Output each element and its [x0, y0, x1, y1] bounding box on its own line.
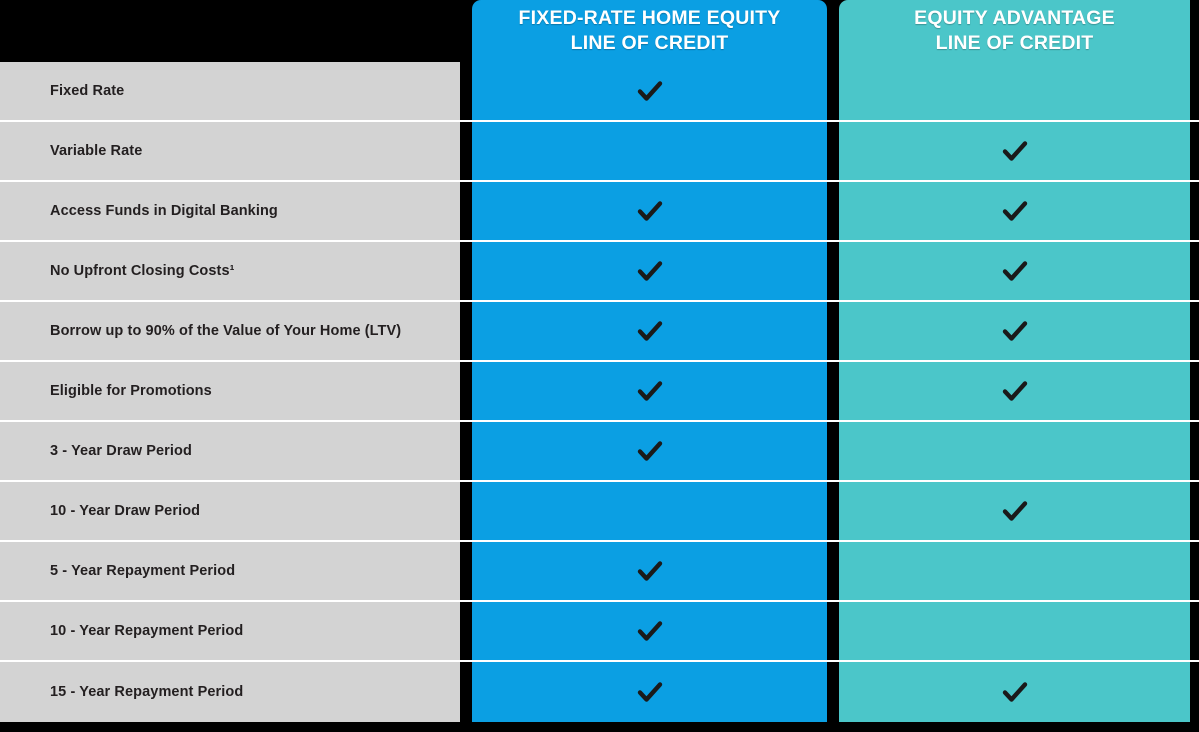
- table-row: [0, 662, 1199, 722]
- column-divider: [460, 122, 472, 180]
- column-divider: [827, 362, 839, 420]
- check-icon: [1002, 378, 1028, 404]
- feature-label: 3 - Year Draw Period: [0, 422, 460, 480]
- column-divider: [460, 422, 472, 480]
- empty-cell-marker: [1002, 78, 1028, 104]
- feature-label: Variable Rate: [0, 122, 460, 180]
- column-divider: [827, 62, 839, 120]
- column-divider: [827, 602, 839, 660]
- table-row: [0, 362, 1199, 422]
- feature-label: Borrow up to 90% of the Value of Your Home (LTV): [0, 302, 460, 360]
- table-row: [0, 302, 1199, 362]
- check-icon: [637, 378, 663, 404]
- feature-label: 10 - Year Draw Period: [0, 482, 460, 540]
- check-icon: [637, 438, 663, 464]
- column-divider: [827, 302, 839, 360]
- empty-cell-marker: [1002, 558, 1028, 584]
- check-icon: [637, 679, 663, 705]
- cell-equity-advantage: [839, 182, 1190, 240]
- cell-fixed-rate: [472, 362, 827, 420]
- check-icon: [637, 198, 663, 224]
- column-header-fixed-rate-line2: LINE OF CREDIT: [570, 32, 729, 54]
- cell-fixed-rate: [472, 482, 827, 540]
- cell-equity-advantage: [839, 242, 1190, 300]
- table-body: [0, 62, 1199, 722]
- feature-label: 15 - Year Repayment Period: [0, 662, 460, 722]
- check-icon: [1002, 138, 1028, 164]
- check-icon: [1002, 198, 1028, 224]
- feature-label: 10 - Year Repayment Period: [0, 602, 460, 660]
- column-divider: [827, 242, 839, 300]
- cell-equity-advantage: [839, 482, 1190, 540]
- check-icon: [1002, 318, 1028, 344]
- feature-label: Fixed Rate: [0, 62, 460, 120]
- table-row: [0, 422, 1199, 482]
- check-icon: [1002, 258, 1028, 284]
- column-divider: [827, 182, 839, 240]
- column-divider: [827, 422, 839, 480]
- column-header-equity-advantage: [839, 0, 1190, 62]
- column-divider: [460, 182, 472, 240]
- header-empty-corner: [0, 0, 460, 62]
- column-header-fixed-rate-line1: FIXED-RATE HOME EQUITY: [518, 7, 781, 29]
- empty-cell-marker: [1002, 438, 1028, 464]
- check-icon: [637, 78, 663, 104]
- cell-equity-advantage: [839, 662, 1190, 722]
- cell-fixed-rate: [472, 542, 827, 600]
- table-row: [0, 182, 1199, 242]
- check-icon: [1002, 498, 1028, 524]
- column-divider: [827, 542, 839, 600]
- cell-fixed-rate: [472, 62, 827, 120]
- column-header-fixed-rate: [472, 0, 827, 62]
- feature-label: No Upfront Closing Costs¹: [0, 242, 460, 300]
- table-row: [0, 122, 1199, 182]
- check-icon: [637, 618, 663, 644]
- column-divider: [460, 62, 472, 120]
- column-divider: [460, 662, 472, 722]
- feature-label: Access Funds in Digital Banking: [0, 182, 460, 240]
- table-row: [0, 602, 1199, 662]
- cell-fixed-rate: [472, 242, 827, 300]
- cell-fixed-rate: [472, 302, 827, 360]
- check-icon: [1002, 679, 1028, 705]
- column-divider: [460, 482, 472, 540]
- column-divider: [460, 0, 472, 62]
- cell-fixed-rate: [472, 122, 827, 180]
- column-divider: [827, 122, 839, 180]
- feature-label: 5 - Year Repayment Period: [0, 542, 460, 600]
- cell-equity-advantage: [839, 302, 1190, 360]
- cell-equity-advantage: [839, 122, 1190, 180]
- cell-fixed-rate: [472, 602, 827, 660]
- column-divider: [460, 362, 472, 420]
- table-header-row: [0, 0, 1199, 62]
- column-header-equity-advantage-line1: EQUITY ADVANTAGE: [914, 7, 1115, 29]
- column-divider: [460, 302, 472, 360]
- cell-fixed-rate: [472, 662, 827, 722]
- empty-cell-marker: [1002, 618, 1028, 644]
- column-divider: [460, 602, 472, 660]
- cell-equity-advantage: [839, 62, 1190, 120]
- cell-equity-advantage: [839, 362, 1190, 420]
- table-row: [0, 62, 1199, 122]
- feature-label: Eligible for Promotions: [0, 362, 460, 420]
- column-divider: [827, 662, 839, 722]
- check-icon: [637, 258, 663, 284]
- empty-cell-marker: [637, 498, 663, 524]
- check-icon: [637, 558, 663, 584]
- column-divider: [827, 0, 839, 62]
- cell-fixed-rate: [472, 422, 827, 480]
- cell-fixed-rate: [472, 182, 827, 240]
- cell-equity-advantage: [839, 602, 1190, 660]
- column-divider: [827, 482, 839, 540]
- column-divider: [460, 242, 472, 300]
- table-row: [0, 482, 1199, 542]
- cell-equity-advantage: [839, 542, 1190, 600]
- table-row: [0, 542, 1199, 602]
- column-header-equity-advantage-line2: LINE OF CREDIT: [935, 32, 1094, 54]
- check-icon: [637, 318, 663, 344]
- column-divider: [460, 542, 472, 600]
- cell-equity-advantage: [839, 422, 1190, 480]
- table-row: [0, 242, 1199, 302]
- empty-cell-marker: [637, 138, 663, 164]
